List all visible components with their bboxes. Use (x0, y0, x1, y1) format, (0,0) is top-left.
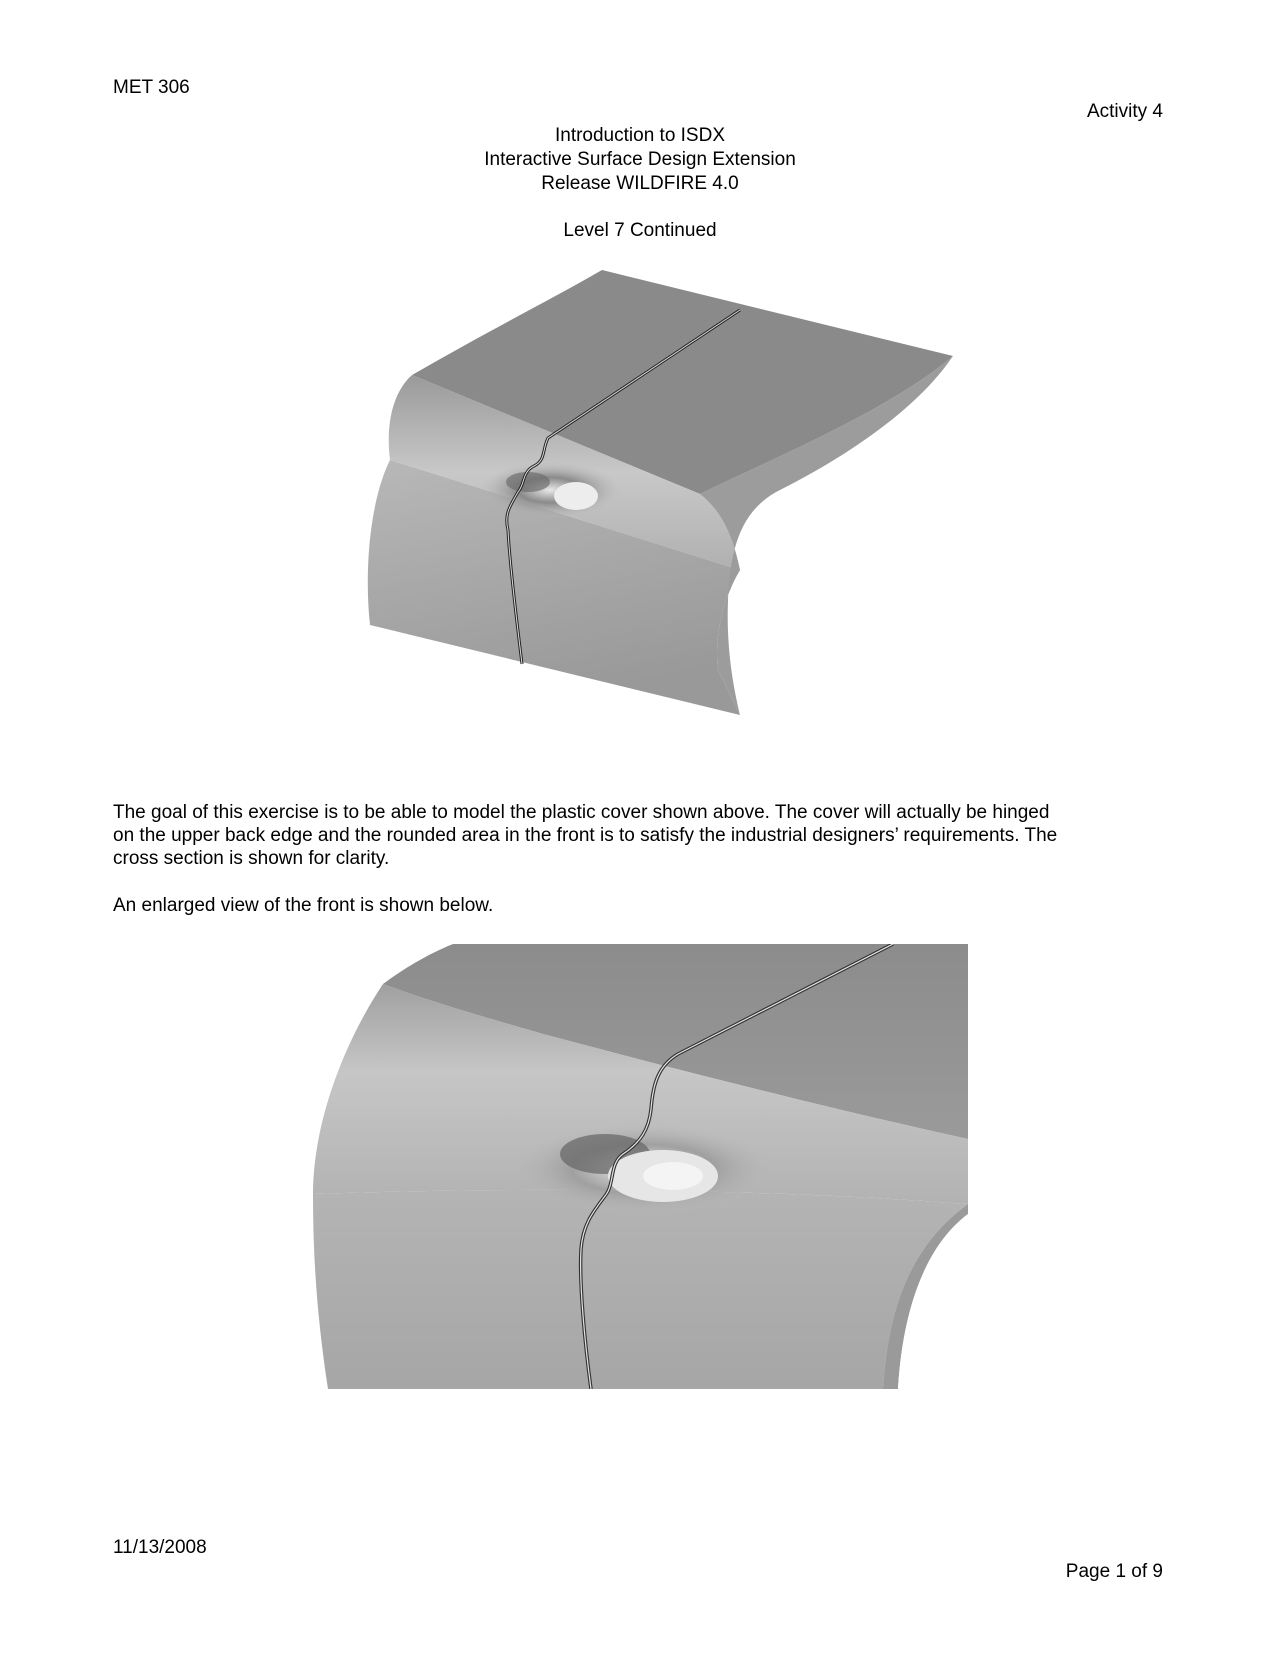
footer-date: 11/13/2008 (113, 1537, 207, 1558)
intro-paragraph (113, 801, 1173, 870)
level-heading: Level 7 Continued (563, 220, 717, 241)
document-title (0, 124, 1280, 196)
title-line-1: Introduction to ISDX (554, 125, 726, 146)
enlarged-view-caption: An enlarged view of the front is shown below. (113, 895, 494, 916)
enlarged-front-image (313, 944, 968, 1389)
title-line-3: Release WILDFIRE 4.0 (541, 173, 739, 194)
cover-render-figure (350, 270, 960, 760)
course-code: MET 306 (113, 77, 190, 98)
intro-line-2: on the upper back edge and the rounded area in the front is to satisfy the industrial designers’ requirements. The (113, 825, 1058, 846)
activity-label: Activity 4 (1086, 101, 1163, 122)
intro-line-3: cross section is shown for clarity. (113, 848, 390, 869)
page-number: Page 1 of 9 (1065, 1561, 1163, 1582)
title-line-2: Interactive Surface Design Extension (484, 149, 796, 170)
intro-line-1: The goal of this exercise is to be able to model the plastic cover shown above. The cover will actually be hinged (113, 802, 1050, 823)
cover-render-image (350, 270, 960, 760)
enlarged-front-figure (313, 944, 968, 1389)
